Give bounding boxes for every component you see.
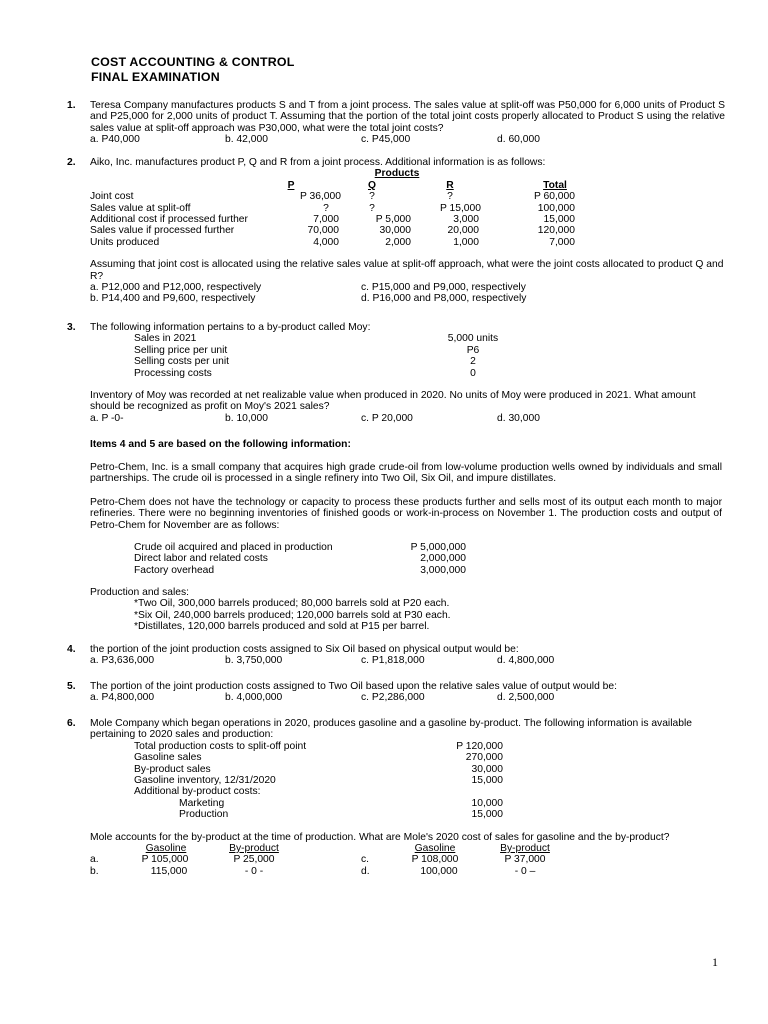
row-label: Sales value if processed further [90, 225, 235, 237]
col-header-q: Q [367, 179, 376, 191]
item-label: Sales in 2021 [134, 333, 197, 345]
option-a: a. P -0- [90, 412, 124, 424]
cost-list [90, 542, 722, 576]
production-sales [90, 587, 722, 633]
option-b-letter: b. [90, 865, 99, 877]
answer-options [67, 413, 725, 424]
item-label: Direct labor and related costs [134, 553, 268, 565]
option-d: d. 30,000 [497, 412, 540, 424]
option-c: c. P1,818,000 [361, 655, 425, 667]
answer-options [67, 282, 725, 293]
list-item [90, 565, 722, 576]
item-value: 2 [470, 356, 476, 368]
item-label: Gasoline inventory, 12/31/2020 [134, 774, 276, 786]
cell-q: P 5,000 [375, 213, 411, 225]
item-value: 2,000,000 [420, 553, 466, 565]
page-number: 1 [712, 955, 718, 969]
option-a: a. P12,000 and P12,000, respectively [90, 281, 262, 293]
question-intro: Aiko, Inc. manufactures product P, Q and R from a joint process. Additional information is as follows: [90, 157, 546, 168]
cell-r: ? [447, 191, 453, 203]
cell-total: 7,000 [549, 236, 575, 248]
row-label: Joint cost [90, 191, 134, 203]
option-d-gasoline: 100,000 [420, 865, 458, 877]
question-number: 5. [67, 681, 76, 692]
list-item [67, 333, 725, 344]
cell-p: 4,000 [313, 236, 339, 248]
item-value: P 120,000 [456, 740, 503, 752]
item-value: 0 [470, 367, 476, 379]
item-value: 270,000 [465, 752, 503, 764]
cell-r: 1,000 [453, 236, 479, 248]
list-item [67, 786, 725, 797]
question-3 [67, 322, 725, 424]
item-value: P6 [466, 344, 480, 356]
info-paragraph-1: Petro-Chem, Inc. is a small company that acquires high grade crude-oil from low-volume production wells owned by individuals and small partnerships. The crude oil is processed in a single refinery into Two Oil, Six Oil, and impure distillates. [90, 462, 722, 485]
question-1 [67, 100, 725, 146]
answer-options [67, 692, 725, 703]
item-label: Production [179, 809, 229, 821]
question-5 [67, 681, 725, 704]
item-label: Additional by-product costs: [134, 786, 261, 798]
options-header [67, 843, 725, 854]
option-d-letter: d. [361, 865, 370, 877]
cell-q: 30,000 [379, 225, 411, 237]
question-6 [67, 718, 725, 877]
list-item [67, 345, 725, 356]
cell-q: 2,000 [385, 236, 411, 248]
list-item [67, 798, 725, 809]
list-item: *Two Oil, 300,000 barrels produced; 80,000 barrels sold at P20 each. [134, 598, 450, 610]
cell-total: 15,000 [543, 213, 575, 225]
cell-p: 7,000 [313, 213, 339, 225]
list-item: *Six Oil, 240,000 barrels produced; 120,000 barrels sold at P30 each. [134, 609, 451, 621]
item-label: Processing costs [134, 367, 212, 379]
option-a-by-product: P 25,000 [233, 854, 275, 866]
cell-r: P 15,000 [439, 202, 481, 214]
cell-p: ? [323, 202, 329, 214]
course-title: COST ACCOUNTING & CONTROL [91, 55, 295, 69]
row-label: Units produced [90, 236, 160, 248]
list-item [67, 752, 725, 763]
option-d: d. P16,000 and P8,000, respectively [361, 293, 527, 305]
question-text: Assuming that joint cost is allocated using the relative sales value at split-off approach, what were the joint costs allocated to product Q and R? [90, 259, 724, 282]
option-d: d. 60,000 [497, 134, 540, 146]
exam-title [91, 55, 294, 85]
col-gasoline: Gasoline [145, 842, 187, 854]
col-header-r: R [446, 179, 454, 191]
question-intro: Mole Company which began operations in 2020, produces gasoline and a gasoline by-product. The following information is available pertaining to 2020 sales and production: [90, 718, 692, 741]
option-a: a. P4,800,000 [90, 692, 155, 704]
table-row [67, 191, 725, 202]
item-value: 15,000 [471, 774, 503, 786]
option-b: b. P14,400 and P9,600, respectively [90, 293, 256, 305]
table-row [67, 214, 725, 225]
table-row [67, 237, 725, 248]
option-d-by-product: - 0 – [514, 865, 536, 877]
question-number: 1. [67, 100, 76, 111]
item-label: Gasoline sales [134, 752, 202, 764]
cell-total: 100,000 [537, 202, 575, 214]
info-paragraph-2: Petro-Chem does not have the technology or capacity to process these products further and sells most of its output each month to major refineries. There were no beginning inventories of finished goods or work-in-process on November 1. The production costs and output of Petro-Chem for November are as follows: [90, 497, 722, 531]
cell-r: 20,000 [447, 225, 479, 237]
cell-total: P 60,000 [533, 191, 575, 203]
col-by-product: By-product [500, 842, 550, 854]
cell-r: 3,000 [453, 213, 479, 225]
option-a-letter: a. [90, 854, 99, 866]
question-text: The portion of the joint production costs assigned to Two Oil based upon the relative sales value of output would be: [90, 681, 617, 692]
list-item [90, 542, 722, 553]
item-label: Selling price per unit [134, 344, 228, 356]
exam-subtitle: FINAL EXAMINATION [91, 70, 220, 84]
products-header [67, 168, 725, 179]
item-label: Total production costs to split-off point [134, 740, 307, 752]
option-c: c. P15,000 and P9,000, respectively [361, 281, 526, 293]
option-b: b. 4,000,000 [225, 692, 283, 704]
item-label: Marketing [179, 797, 225, 809]
production-label: Production and sales: [90, 587, 190, 598]
option-c: c. P45,000 [361, 134, 411, 146]
table-row [67, 225, 725, 236]
item-label: By-product sales [134, 763, 211, 775]
item-value: 10,000 [471, 797, 503, 809]
products-label: Products [374, 168, 420, 180]
cell-p: 70,000 [307, 225, 339, 237]
row-label: Sales value at split-off [90, 202, 191, 214]
question-intro: The following information pertains to a by-product called Moy: [90, 322, 371, 333]
answer-options [67, 293, 725, 304]
answer-options [67, 854, 725, 865]
answer-options [67, 134, 725, 145]
option-b: b. 3,750,000 [225, 655, 283, 667]
question-number: 3. [67, 322, 76, 333]
table-row [67, 203, 725, 214]
question-text: Inventory of Moy was recorded at net realizable value when produced in 2020. No units of Moy were produced in 2021. What amount should be recognized as profit on Moy's 2021 sales? [90, 389, 696, 413]
col-gasoline: Gasoline [414, 842, 456, 854]
option-a-gasoline: P 105,000 [141, 854, 189, 866]
question-number: 2. [67, 157, 76, 168]
option-d: d. 4,800,000 [497, 655, 555, 667]
item-value: 30,000 [471, 763, 503, 775]
item-value: 5,000 units [447, 333, 499, 345]
item-label: Selling costs per unit [134, 356, 230, 368]
row-label: Additional cost if processed further [90, 213, 248, 225]
cell-q: ? [369, 202, 375, 214]
cell-q: ? [369, 191, 375, 203]
list-item [67, 809, 725, 820]
col-by-product: By-product [229, 842, 279, 854]
list-item [90, 553, 722, 564]
question-text: Mole accounts for the by-product at the time of production. What are Mole's 2020 cost of sales for gasoline and the by-product? [90, 831, 670, 843]
question-number: 4. [67, 644, 76, 655]
option-b-by-product: - 0 - [244, 865, 264, 877]
option-a: a. P3,636,000 [90, 655, 155, 667]
option-b-gasoline: 115,000 [150, 865, 188, 877]
option-b: b. 42,000 [225, 134, 268, 146]
item-label: Crude oil acquired and placed in production [134, 542, 333, 553]
option-c-letter: c. [361, 854, 370, 866]
question-2 [67, 157, 725, 305]
question-4 [67, 644, 725, 667]
list-item [67, 356, 725, 367]
col-header-p: P [287, 179, 295, 191]
option-b: b. 10,000 [225, 412, 268, 424]
item-value: 15,000 [471, 809, 503, 821]
option-c: c. P 20,000 [361, 412, 413, 424]
list-item: *Distillates, 120,000 barrels produced and sold at P15 per barrel. [134, 621, 430, 633]
answer-options [67, 655, 725, 666]
cell-total: 120,000 [537, 225, 575, 237]
item-value: 3,000,000 [420, 564, 466, 576]
option-c-by-product: P 37,000 [504, 854, 546, 866]
item-label: Factory overhead [134, 564, 215, 576]
question-text: the portion of the joint production costs assigned to Six Oil based on physical output would be: [90, 644, 519, 655]
list-item [67, 368, 725, 379]
section-heading: Items 4 and 5 are based on the following information: [90, 439, 351, 450]
list-item [67, 764, 725, 775]
list-item [67, 741, 725, 752]
col-header-total: Total [543, 179, 567, 191]
answer-options [67, 866, 725, 877]
table-header-row [67, 180, 725, 191]
question-number: 6. [67, 718, 76, 729]
option-c-gasoline: P 108,000 [411, 854, 459, 866]
cell-p: P 36,000 [299, 191, 341, 203]
list-item [67, 775, 725, 786]
option-c: c. P2,286,000 [361, 692, 425, 704]
question-text: Teresa Company manufactures products S and T from a joint process. The sales value at split-off was P50,000 for 6,000 units of Product S and P25,000 for 2,000 units of product T. Assuming that the portion of the total joint costs properly allocated to Product S using the relative sales value at split-off approach was P30,000, what were the total joint costs? [90, 100, 725, 134]
option-a: a. P40,000 [90, 134, 140, 146]
item-value: P 5,000,000 [410, 542, 466, 553]
option-d: d. 2,500,000 [497, 692, 555, 704]
